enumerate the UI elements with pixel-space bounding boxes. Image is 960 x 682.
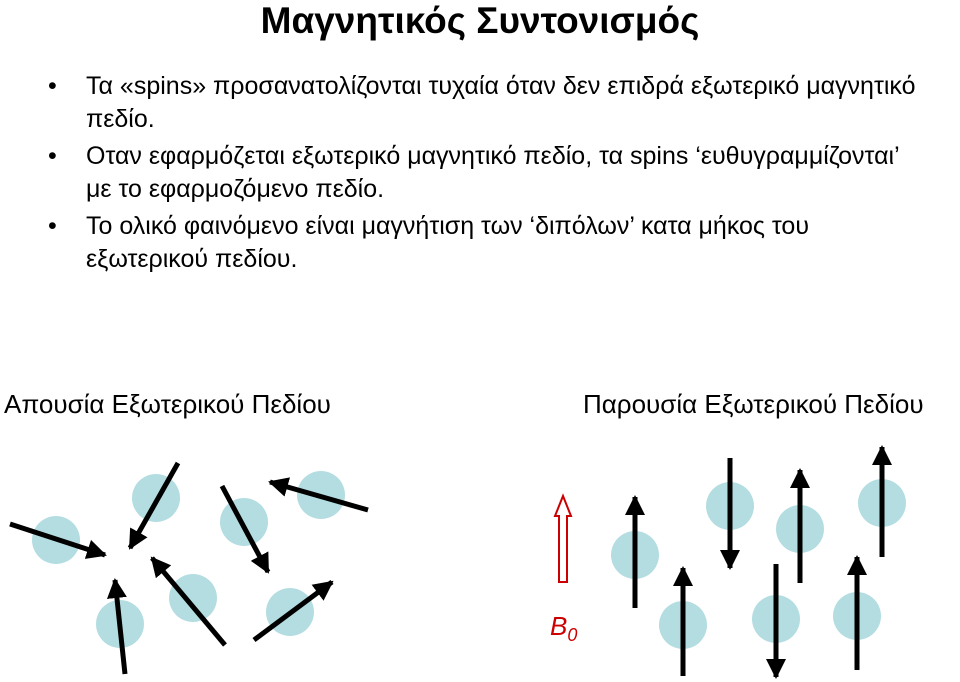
bullet-text-1: Τα «spins» προσανατολίζονται τυχαία όταν δεν επιδρά εξωτερικό μαγνητικό πεδίο.	[86, 72, 916, 133]
spin-dipole	[776, 470, 824, 583]
spin-dipole	[152, 558, 225, 645]
label-with-field: Παρουσία Εξωτερικού Πεδίου	[583, 389, 924, 419]
spin-dipole	[659, 568, 707, 676]
spin-dipole	[752, 564, 800, 677]
random-spins	[10, 463, 368, 674]
spin-dipole	[611, 497, 659, 608]
bullet-text-2: Οταν εφαρμόζεται εξωτερικό μαγνητικό πεδίο, τα spins ‘ευθυγραμμίζονται’ με το εφαρμοζόμενο πεδίο.	[86, 142, 899, 203]
page-title: Μαγνητικός Συντονισμός	[260, 0, 700, 41]
bullet-icon: •	[48, 212, 57, 240]
bullet-icon: •	[48, 142, 57, 170]
field-symbol: B	[550, 611, 568, 641]
label-no-field: Απουσία Εξωτερικού Πεδίου	[4, 389, 331, 419]
spin-dipole	[706, 458, 754, 568]
spin-dipole	[858, 447, 906, 557]
spin-dipole	[254, 582, 332, 640]
spin-dipole	[96, 580, 144, 674]
field-label	[550, 610, 577, 651]
spin-dipole	[270, 471, 368, 519]
spin-dipole	[833, 557, 881, 670]
bullet-text-3: Το ολικό φαινόμενο είναι μαγνήτιση των ‘διπόλων’ κατα μήκος του εξωτερικού πεδίου.	[86, 212, 810, 273]
bullet-icon: •	[48, 72, 57, 100]
spin-dipole	[220, 486, 268, 572]
spin-dipole	[10, 516, 105, 564]
aligned-spins	[611, 447, 906, 677]
spin-dipole	[130, 463, 180, 548]
field-subscript: 0	[567, 625, 578, 646]
field-arrow-icon	[555, 496, 571, 582]
